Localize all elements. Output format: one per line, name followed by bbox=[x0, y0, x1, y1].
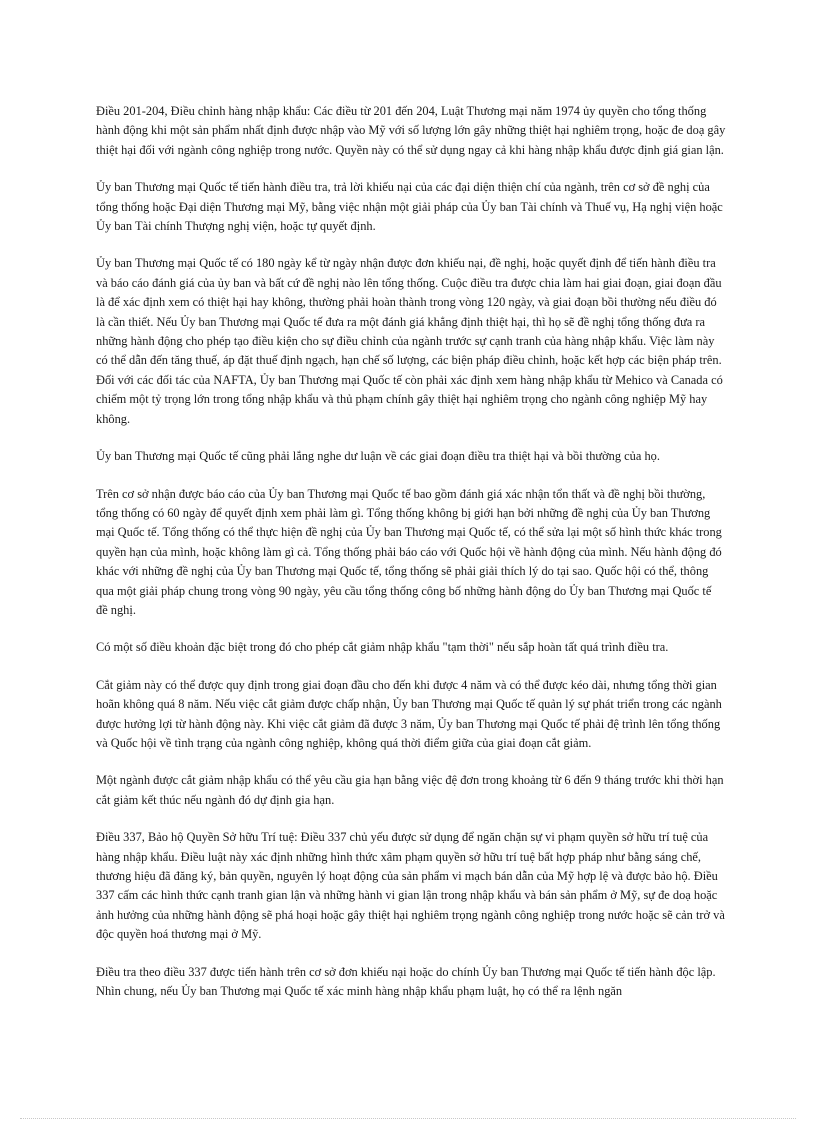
paragraph-article-201-204: Điều 201-204, Điều chỉnh hàng nhập khẩu: Các điều từ 201 đến 204, Luật Thương mại năm 1974 ủy quyền cho tổng thống hành động khi một sản phẩm nhất định được nhập vào Mỹ với số lượng lớn gây những thiệt hại nghiêm trọng, hoặc đe doạ gây thiệt hại đối với ngành công nghiệp trong nước. Quyền này có thể sử dụng ngay cả khi hàng nhập khẩu được định giá gian lận. bbox=[96, 104, 726, 157]
paragraph-itc-investigation: Ủy ban Thương mại Quốc tế tiến hành điều tra, trả lời khiếu nại của các đại diện thiện chí của ngành, trên cơ sở đề nghị của tổng thống hoặc Đại diện Thương mại Mỹ, bằng việc nhận một giải pháp của Ủy ban Tài chính và Thuế vụ, Hạ nghị viện hoặc Ủy ban Tài chính Thượng nghị viện, hoặc tự quyết định. bbox=[96, 180, 723, 234]
paragraph-extension-request: Một ngành được cắt giảm nhập khẩu có thể yêu cầu gia hạn bằng việc đệ đơn trong khoảng từ 6 đến 9 tháng trước khi thời hạn cắt giảm kết thúc nếu ngành đó dự định gia hạn. bbox=[96, 773, 724, 807]
paragraph-relief-duration: Cắt giảm này có thể được quy định trong giai đoạn đầu cho đến khi được 4 năm và có thể được kéo dài, nhưng tổng thời gian hoãn không quá 8 năm. Nếu việc cắt giảm được chấp nhận, Ủy ban Thương mại Quốc tế quản lý sự phát triển trong các ngành được hưởng lợi từ hành động này. Khi việc cắt giảm đã được 3 năm, Ủy ban Thương mại Quốc tế phải đệ trình lên tổng thống và Quốc hội về tình trạng của ngành công nghiệp, không quá thời điểm giữa của giai đoạn cắt giảm. bbox=[96, 677, 722, 750]
paragraph-337-investigation: Điều tra theo điều 337 được tiến hành trên cơ sở đơn khiếu nại hoặc do chính Ủy ban Thương mại Quốc tế tiến hành độc lập. Nhìn chung, nếu Ủy ban Thương mại Quốc tế xác minh hàng nhập khẩu phạm luật, họ có thể ra lệnh ngăn bbox=[96, 964, 716, 999]
paragraph-public-hearing: Ủy ban Thương mại Quốc tế cũng phải lắng nghe dư luận về các giai đoạn điều tra thiệt hại và bồi thường của họ. bbox=[96, 449, 660, 464]
paragraph-president-decision: Trên cơ sở nhận được báo cáo của Ủy ban Thương mại Quốc tế bao gồm đánh giá xác nhận tổn thất và đề nghị bồi thường, tổng thống có 60 ngày để quyết định xem phải làm gì. Tổng thống không bị giới hạn bởi những đề nghị của Ủy ban Thương mại Quốc tế. Tổng thống có thể thực hiện đề nghị của Ủy ban Thương mại Quốc tế, có thể sửa lại một số hình thức khác trong quyền hạn của mình, hoặc không làm gì cả. Tổng thống phải báo cáo với Quốc hội về hành động của mình. Nếu hành động đó khác với những đề nghị của Ủy ban Thương mại Quốc tế, tổng thống sẽ phải giải thích lý do tại sao. Quốc hội có thể, thông qua một giải pháp chung trong vòng 90 ngày, yêu cầu tổng thống công bố những hành động do Ủy ban Thương mại Quốc tế đề nghị. bbox=[96, 486, 722, 617]
document-body bbox=[96, 102, 726, 1019]
page-bottom-divider bbox=[20, 1118, 796, 1119]
paragraph-article-337: Điều 337, Bảo hộ Quyền Sở hữu Trí tuệ: Điều 337 chủ yếu được sử dụng để ngăn chặn sự vi phạm quyền sở hữu trí tuệ của hàng nhập khẩu. Điều luật này xác định những hình thức xâm phạm quyền sở hữu trí tuệ bất hợp pháp như bằng sáng chế, thương hiệu đã đăng ký, bản quyền, nguyên lý hoạt động của sản phẩm vi mạch bán dẫn của Mỹ hợp lệ và được bảo hộ. Điều 337 cấm các hình thức cạnh tranh gian lận và những hành vi gian lận trong nhập khẩu và bán sản phẩm ở Mỹ, sự đe doạ hoặc ảnh hưởng của những hành động sẽ phá hoại hoặc gây thiệt hại nghiêm trọng ngành công nghiệp trong nước hoặc sẽ cản trở và độc quyền hoá thương mại ở Mỹ. bbox=[96, 830, 725, 942]
paragraph-itc-180-days: Ủy ban Thương mại Quốc tế có 180 ngày kể từ ngày nhận được đơn khiếu nại, đề nghị, hoặc quyết định để tiến hành điều tra và báo cáo đánh giá của ủy ban và bất cứ đề nghị nào lên tổng thống. Cuộc điều tra được chia làm hai giai đoạn, giai đoạn đầu là để xác định xem có thiệt hại hay không, thường phải hoàn thành trong vòng 120 ngày, và giai đoạn bồi thường nếu điều đó là cần thiết. Nếu Ủy ban Thương mại Quốc tế đưa ra một đánh giá khẳng định thiệt hại, thì họ sẽ đề nghị tổng thống đưa ra những hành động cho phép tạo điều kiện cho sự điều chỉnh của ngành trước sự cạnh tranh của hàng nhập khẩu. Việc làm này có thể dẫn đến tăng thuế, áp đặt thuế định ngạch, hạn chế số lượng, các biện pháp điều chỉnh, hoặc kết hợp các biện pháp trên. Đối với các đối tác của NAFTA, Ủy ban Thương mại Quốc tế còn phải xác định xem hàng nhập khẩu từ Mehico và Canada có chiếm một tỷ trọng lớn trong tổng nhập khẩu và thủ phạm chính gây thiệt hại nghiêm trọng cho ngành công nghiệp Mỹ hay không. bbox=[96, 256, 723, 426]
paragraph-provisional-relief: Có một số điều khoản đặc biệt trong đó cho phép cắt giảm nhập khẩu "tạm thời" nếu sắp hoàn tất quá trình điều tra. bbox=[96, 640, 669, 655]
